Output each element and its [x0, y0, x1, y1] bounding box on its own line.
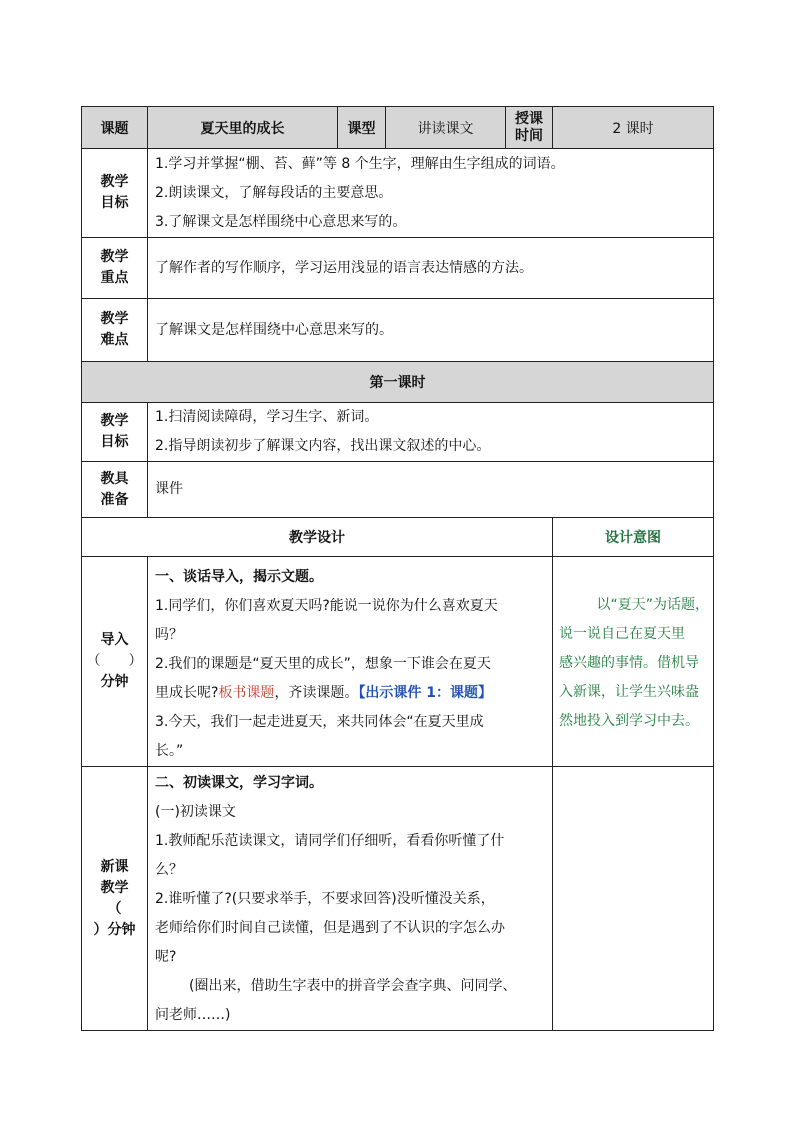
intent-line: 然地投入到学习中去。 [559, 713, 699, 729]
intent-line: 入新课，让学生兴味盎 [559, 684, 699, 700]
key-points-line: 了解作者的写作顺序，学习运用浅显的语言表达情感的方法。 [155, 259, 533, 276]
type-label: 课型 [338, 107, 386, 149]
intent-keyword: 夏天 [617, 597, 646, 613]
new-lesson-row [82, 767, 714, 1031]
first-lesson-goal-item: 1.扫清阅读障碍，学习生字、新词。 [155, 409, 379, 425]
board-title-note: 板书课题 [218, 685, 275, 701]
key-points-label-line-2: 重点 [100, 270, 129, 286]
new-lesson-content [148, 767, 553, 1031]
new-lesson-label [82, 767, 148, 1031]
first-lesson-goals-label-line-2: 目标 [100, 434, 129, 450]
intent-part: 以“ [596, 597, 618, 613]
first-lesson-row [82, 362, 714, 403]
goal-item: 1.学习并掌握“棚、苔、藓”等 8 个生字，理解由生字组成的词语。 [155, 155, 565, 172]
intro-label-line-3: 分钟 [100, 674, 129, 690]
difficulties-label-line-1: 教学 [100, 311, 129, 327]
difficulties-label [82, 299, 148, 362]
tools-label-line-2: 准备 [100, 491, 129, 508]
new-lesson-intent [553, 767, 714, 1031]
new-lesson-label-line-4: ）分钟 [93, 921, 136, 938]
intro-label-line-2: （ ） [86, 653, 143, 669]
time-label-line-2: 时间 [515, 127, 543, 144]
new-lesson-line: 呢? [155, 949, 177, 965]
goals-label-line-1: 教学 [100, 174, 129, 190]
header-row [82, 107, 714, 149]
goals-label [82, 149, 148, 238]
intro-label-line-1: 导入 [100, 632, 129, 648]
time-value: 2 课时 [553, 107, 714, 149]
design-header-row [82, 518, 714, 557]
type-value: 讲读课文 [386, 107, 506, 149]
intro-label [82, 557, 148, 767]
difficulties-text [148, 299, 714, 362]
goals-row [82, 149, 714, 238]
key-points-label-line-1: 教学 [100, 249, 129, 265]
new-lesson-line: 么？ [155, 862, 183, 878]
new-lesson-line: 问老师……) [155, 1007, 231, 1023]
goals-content [148, 149, 714, 238]
key-points-label [82, 238, 148, 299]
intent-line: 说一说自己在夏天里 [559, 626, 685, 642]
intro-title: 一、谈话导入，揭示文题。 [155, 569, 323, 585]
intro-line-part: ，齐读课题。 [274, 685, 359, 701]
new-lesson-subtitle: (一)初读课文 [155, 804, 236, 820]
key-points-row [82, 238, 714, 299]
tools-label-line-1: 教具 [100, 470, 129, 487]
first-lesson-goal-item: 2.指导朗读初步了解课文内容，找出课文叙述的中心。 [155, 438, 491, 454]
time-label-line-1: 授课 [515, 110, 543, 127]
new-lesson-line: (圈出来，借助生字表中的拼音学会查字典、问同学、 [189, 978, 517, 994]
tools-label [82, 462, 148, 518]
first-lesson-goals-content [148, 403, 714, 462]
tools-row [82, 462, 714, 518]
goal-item: 2.朗读课文，了解每段话的主要意思。 [155, 184, 393, 201]
lesson-plan-table [81, 106, 714, 1031]
tools-value-line: 课件 [155, 481, 183, 497]
topic-value: 夏天里的成长 [148, 107, 338, 149]
topic-label: 课题 [82, 107, 148, 149]
time-label [506, 107, 553, 149]
courseware-note: 【出示课件 1：课题】 [358, 685, 493, 701]
goals-label-line-2: 目标 [100, 195, 129, 211]
difficulties-line: 了解课文是怎样围绕中心意思来写的。 [155, 321, 393, 338]
intro-line-part: 里成长呢? [155, 685, 219, 701]
first-lesson-goals-label-line-1: 教学 [100, 413, 129, 429]
new-lesson-line: 1.教师配乐范读课文，请同学们仔细听，看看你听懂了什 [155, 833, 505, 849]
difficulties-row [82, 299, 714, 362]
goal-item: 3.了解课文是怎样围绕中心意思来写的。 [155, 213, 407, 230]
intent-line [553, 591, 713, 620]
intro-line [155, 679, 552, 708]
intro-line: 2.我们的课题是“夏天里的成长”，想象一下谁会在夏天 [155, 656, 491, 672]
intent-header: 设计意图 [553, 518, 714, 557]
new-lesson-line: 老师给你们时间自己读懂，但是遇到了不认识的字怎么办 [155, 920, 505, 936]
difficulties-label-line-2: 难点 [100, 332, 129, 348]
intro-line: 长。” [155, 743, 184, 759]
intent-part: ”为话题， [645, 597, 709, 613]
new-lesson-label-line-1: 新课 [100, 858, 129, 875]
intro-line: 1.同学们，你们喜欢夏天吗?能说一说你为什么喜欢夏天 [155, 598, 498, 614]
first-lesson-goals-row [82, 403, 714, 462]
first-lesson-title: 第一课时 [82, 362, 714, 403]
tools-value [148, 462, 714, 518]
new-lesson-label-line-2: 教学 [100, 879, 129, 896]
first-lesson-goals-label [82, 403, 148, 462]
intro-line: 3.今天，我们一起走进夏天，来共同体会“在夏天里成 [155, 714, 484, 730]
intent-line: 感兴趣的事情。借机导 [559, 655, 699, 671]
intro-line: 吗？ [155, 627, 183, 643]
intro-content [148, 557, 553, 767]
new-lesson-line: 2.谁听懂了?(只要求举手，不要求回答)没听懂没关系， [155, 891, 495, 907]
design-header: 教学设计 [82, 518, 553, 557]
intro-row [82, 557, 714, 767]
new-lesson-title: 二、初读课文，学习字词。 [155, 775, 323, 791]
key-points-text [148, 238, 714, 299]
new-lesson-label-line-3: （ [107, 900, 122, 917]
intro-intent [553, 557, 714, 767]
